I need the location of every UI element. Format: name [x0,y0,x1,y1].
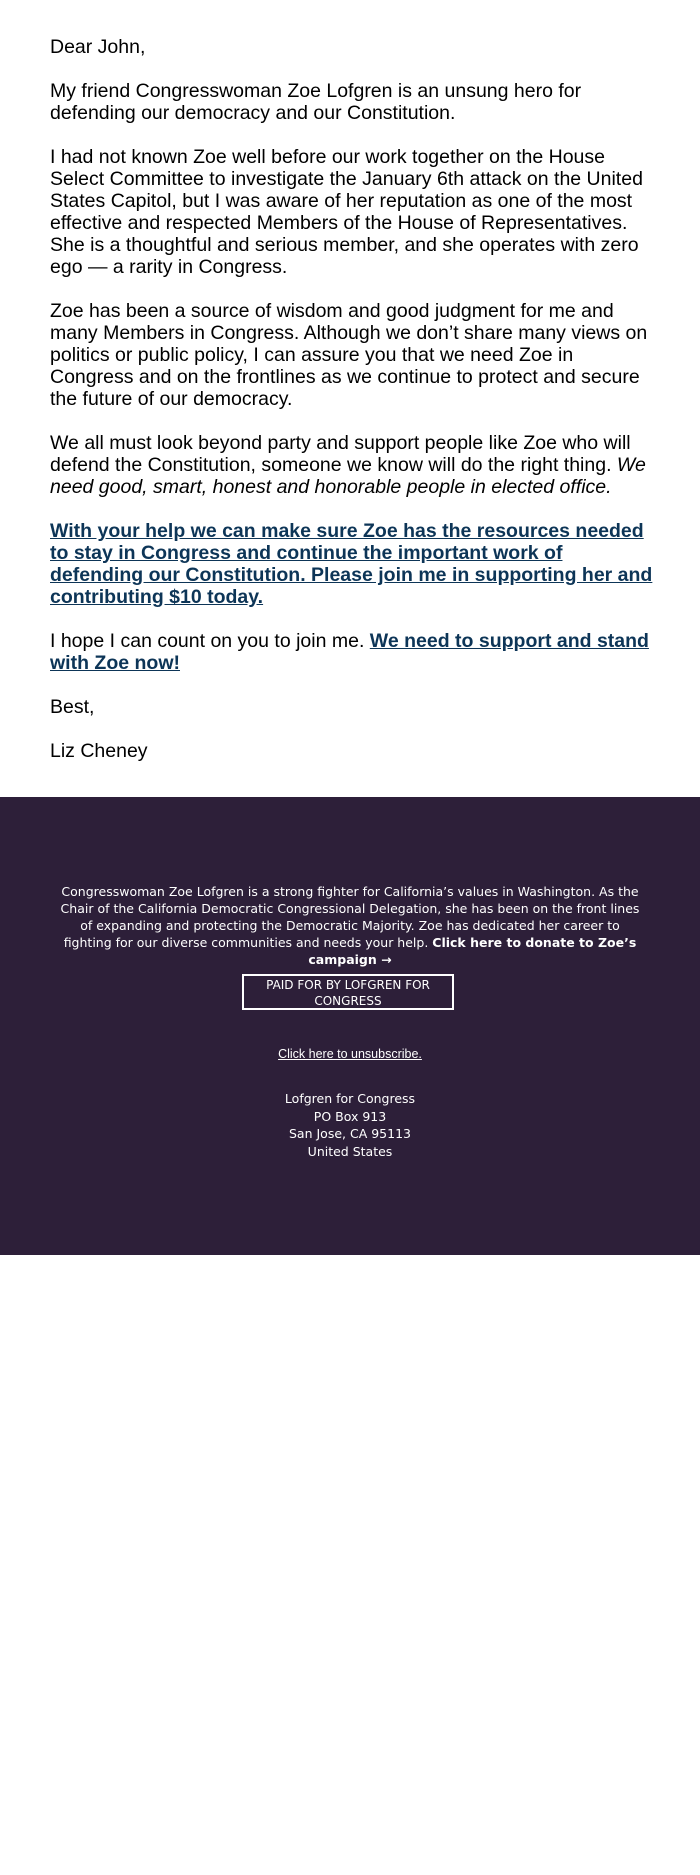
paragraph-constitution [50,432,660,498]
unsubscribe-link[interactable]: Click here to unsubscribe. [278,1047,422,1061]
mailing-address [0,1090,700,1160]
donate-cta-link[interactable]: With your help we can make sure Zoe has the resources needed to stay in Congress and continue the important work of defending our Constitution. Please join me in supporting her and contributing $10 today. [50,520,653,608]
footer-description-text: Congresswoman Zoe Lofgren is a strong fighter for California’s values in Washington. As the Chair of the California Democratic Congressional Delegation, she has been on the front lines of expanding and protecting the Democratic Majority. Zoe has dedicated her career to fighting for our diverse communities and needs your help. [60,884,640,950]
paragraph-committee: I had not known Zoe well before our work together on the House Select Committee to investigate the January 6th attack on the United States Capitol, but I was aware of her reputation as one of the most effective and respected Members of the House of Representatives. She is a thoughtful and serious member, and she operates with zero ego — a rarity in Congress. [50,146,643,278]
paragraph-constitution-italic: We need good, smart, honest and honorable people in elected office. [50,454,646,498]
paragraph-intro: My friend Congresswoman Zoe Lofgren is an unsung hero for defending our democracy and our Constitution. [50,80,582,124]
address-country: United States [307,1143,393,1159]
address-name: Lofgren for Congress [284,1091,416,1106]
greeting: Dear John, [50,36,146,58]
support-zoe-link[interactable]: We need to support and stand with Zoe now! [50,630,649,674]
address-city: San Jose, CA 95113 [289,1126,411,1141]
email-body [50,36,660,784]
donate-campaign-link[interactable]: Click here to donate to Zoe’s campaign → [308,935,637,967]
unsubscribe-row [0,1047,700,1061]
paragraph-wisdom: Zoe has been a source of wisdom and good judgment for me and many Members in Congress. Although we don’t share many views on politics or public policy, I can assure you that we need Zoe in Congress and on the frontlines as we continue to protect and secure the future of our democracy. [50,300,648,410]
address-po-box: PO Box 913 [313,1108,387,1124]
cta-paragraph [50,520,660,608]
paid-for-disclaimer: PAID FOR BY LOFGREN FOR CONGRESS [242,974,454,1010]
closing: Best, [50,696,95,718]
paragraph-join-text: I hope I can count on you to join me. [50,630,370,652]
paragraph-constitution-text: We all must look beyond party and support people like Zoe who will defend the Constitution, someone we know will do the right thing. [50,432,631,476]
email-footer [0,797,700,1255]
paragraph-join [50,630,660,674]
footer-description [55,883,645,968]
signature: Liz Cheney [50,740,148,762]
